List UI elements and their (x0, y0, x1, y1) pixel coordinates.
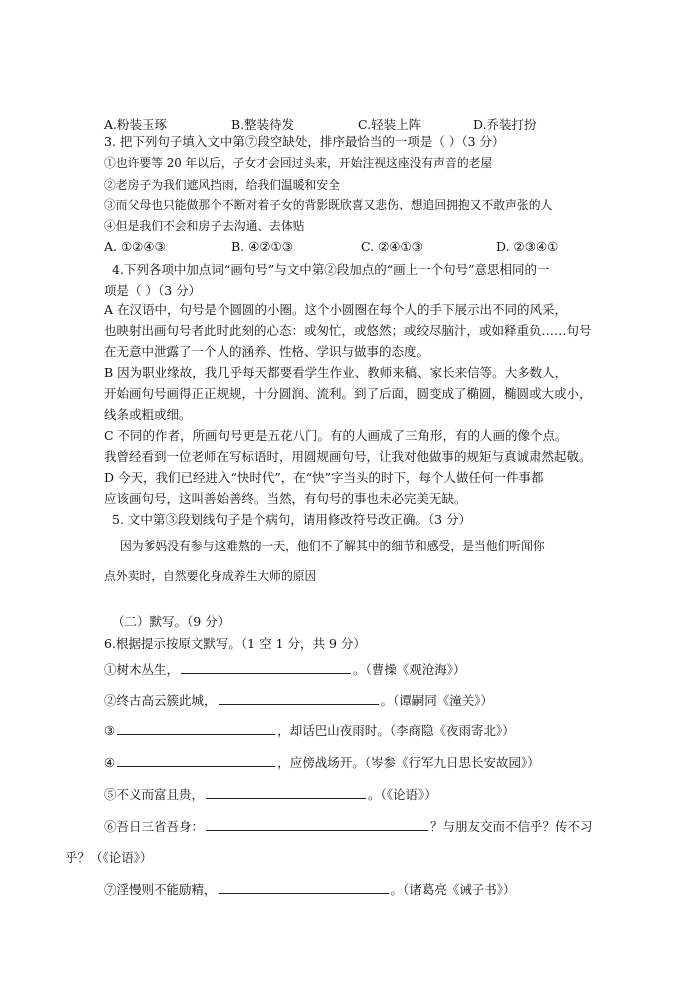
q3-option-d: D. ②③④① (496, 239, 559, 254)
q5-sentence-line-1: 因为爹妈没有参与这难熬的一天，他们不了解其中的细节和感受，是当他们听闻你 (120, 539, 545, 553)
dictation-item-6-continued: 乎？（《论语》） (65, 850, 153, 865)
q3-option-a: A. ①②④③ (104, 239, 166, 254)
q6-title: 6.根据提示按原文默写。（1 空 1 分，共 9 分） (104, 636, 366, 651)
item-4-prefix: ④ (104, 755, 116, 770)
answer-blank-7[interactable] (219, 881, 389, 894)
item-3-source: ，却话巴山夜雨时。（李商隐《夜雨寄北》） (277, 723, 515, 738)
item-6-source: ？与朋友交而不信乎？传不习 (430, 819, 593, 834)
q4-a-line-3: 在无意中泄露了一个人的涵养、性格、学识与做事的态度。 (104, 344, 430, 359)
dictation-item-6 (104, 818, 593, 835)
q4-c-line-1: C 不同的作者，所画句号更是五花八门。有的人画成了三角形，有的人画的像个点。 (104, 428, 568, 443)
item-5-prefix: ⑤不义而富且贵， (104, 787, 205, 802)
item-7-prefix: ⑦淫慢则不能励精， (104, 882, 217, 897)
section-2-heading: （二）默写。（9 分） (112, 614, 231, 629)
answer-blank-5[interactable] (206, 786, 366, 799)
item-1-source: 。（曹操《观沧海》） (353, 662, 466, 677)
q4-b-line-2: 开始画句号画得正正规规，十分圆润、流利。到了后面，圆变成了椭圆，椭圆或大或小， (104, 386, 592, 401)
q4-b-line-3: 线条或粗或细。 (104, 407, 192, 422)
answer-blank-4[interactable] (117, 754, 275, 767)
item-2-prefix: ②终古高云簇此城， (104, 693, 217, 708)
answer-blank-1[interactable] (181, 661, 351, 674)
q5-title: 5. 文中第③段划线句子是个病句，请用修改符号改正确。（3 分） (112, 512, 472, 527)
q4-c-line-2: 我曾经看到一位老师在写标语时，用圆规画句号，让我对他做事的规矩与真诚肃然起敬。 (104, 449, 592, 464)
option-d: D.乔装打扮 (473, 117, 537, 132)
item-6-prefix: ⑥吾日三省吾身： (104, 819, 205, 834)
q4-title-line-1: 4.下列各项中加点词“画句号”与文中第②段加点的“画上一个句号”意思相同的一 (112, 262, 550, 277)
q4-d-line-2: 应该画句号，这叫善始善终。当然，有句号的事也未必完美无缺。 (104, 491, 467, 506)
option-b: B.整装待发 (231, 117, 295, 132)
answer-blank-6[interactable] (206, 818, 428, 831)
dictation-item-1 (104, 661, 466, 678)
item-7-source: 。（诸葛亮《诫子书》） (390, 882, 516, 897)
q4-title-line-2: 项是（ ）（3 分） (104, 283, 202, 298)
dictation-item-3 (104, 722, 515, 739)
q4-d-line-1: D 今天，我们已经进入“快时代”，在“快”字当头的时下，每个人做任何一件事都 (104, 470, 544, 485)
q3-option-b: B. ④②①③ (231, 239, 293, 254)
dictation-item-2 (104, 692, 493, 709)
q4-b-line-1: B 因为职业缘故，我几乎每天都要看学生作业、教师来稿、家长来信等。大多数人， (104, 365, 568, 380)
item-2-source: 。（谭嗣同《潼关》） (380, 693, 494, 708)
q3-sentence-3: ③而父母也只能做那个不断对着子女的背影既欣喜又悲伤、想追回拥抱又不敢声张的人 (104, 198, 553, 212)
q4-a-line-1: A 在汉语中，句号是个圆圆的小圈。这个小圆圈在每个人的手下展示出不同的风采， (104, 302, 568, 317)
option-a: A.粉装玉琢 (104, 117, 168, 132)
item-3-prefix: ③ (104, 723, 116, 738)
q3-sentence-1: ①也许要等 20 年以后，子女才会回过头来，开始注视这座没有声音的老屋 (104, 156, 493, 170)
option-c: C.轻装上阵 (358, 117, 422, 132)
q3-sentence-4: ④但是我们不会和房子去沟通、去体贴 (104, 219, 305, 233)
dictation-item-7 (104, 881, 516, 898)
q5-sentence-line-2: 点外卖时，自然要化身成养生大师的原因 (104, 569, 317, 583)
q3-title: 3. 把下列句子填入文中第⑦段空缺处，排序最恰当的一项是（ ）（3 分） (104, 134, 505, 149)
q4-a-line-2: 也映射出画句号者此时此刻的心态：或匆忙，或悠然；或绞尽脑汁，或如释重负……句号 (104, 323, 592, 338)
item-5-source: 。（《论语》） (368, 787, 437, 802)
dictation-item-4 (104, 754, 540, 771)
q3-sentence-2: ②老房子为我们遮风挡雨，给我们温暖和安全 (104, 178, 340, 192)
dictation-item-5 (104, 786, 437, 803)
item-1-prefix: ①树木丛生， (104, 662, 180, 677)
answer-blank-2[interactable] (219, 692, 379, 705)
item-4-source: ，应傍战场开。（岑参《行军九日思长安故园》） (277, 755, 540, 770)
answer-blank-3[interactable] (117, 722, 275, 735)
q3-option-c: C. ②④①③ (361, 239, 423, 254)
